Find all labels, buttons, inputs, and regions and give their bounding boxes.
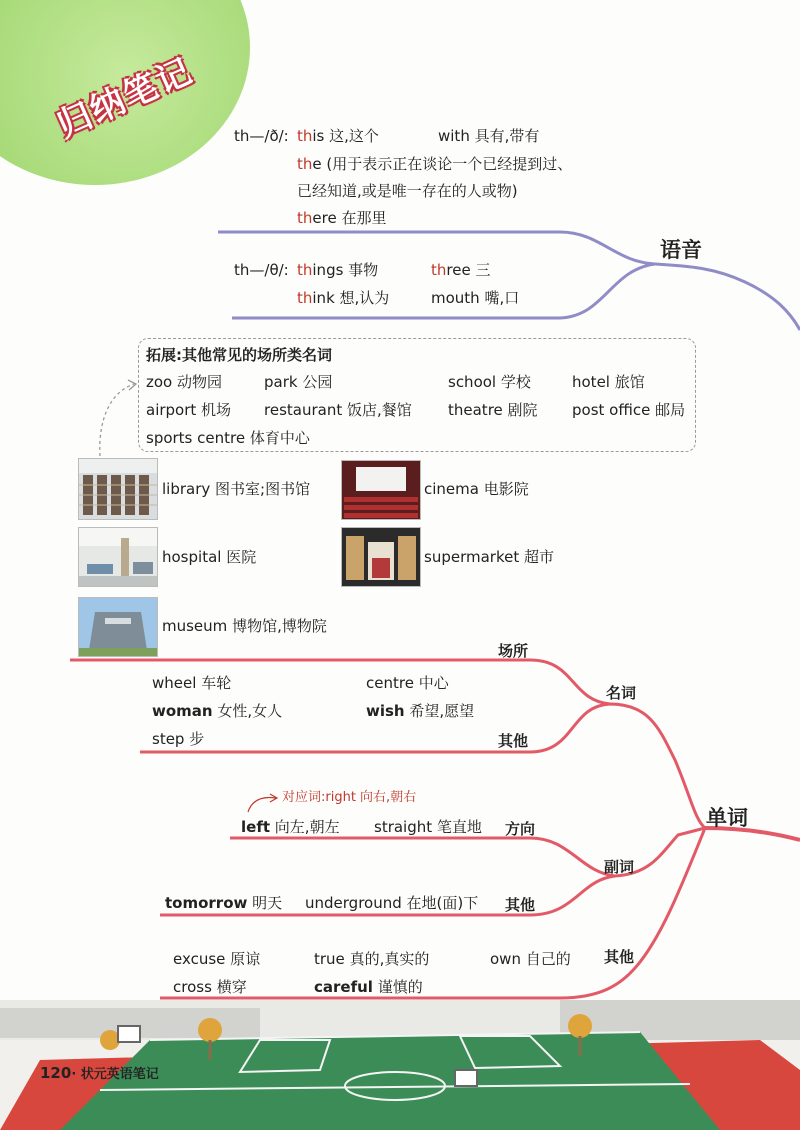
other-item: excuse 原谅	[173, 950, 261, 968]
place-item: library 图书室;图书馆	[162, 480, 311, 498]
place-item: hospital 医院	[162, 548, 257, 566]
label-nouns-other: 其他	[498, 732, 529, 750]
phonetic-item: there 在那里	[297, 209, 387, 227]
extension-item: zoo 动物园	[146, 373, 222, 391]
th-voiceless-label: th—/θ/:	[234, 261, 289, 279]
extension-item: restaurant 饭店,餐馆	[264, 401, 412, 419]
phonetic-item: the (用于表示正在谈论一个已经提到过、	[297, 155, 573, 173]
extension-item: school 学校	[448, 373, 531, 391]
label-places: 场所	[498, 642, 529, 660]
phonetic-item: things 事物	[297, 261, 379, 279]
extension-item: post office 邮局	[572, 401, 686, 419]
th-voiced-label: th—/ð/:	[234, 127, 289, 145]
library-photo	[78, 458, 158, 520]
adverb-item: underground 在地(面)下	[305, 894, 479, 912]
phonetic-item: with 具有,带有	[438, 127, 540, 145]
phonetic-item: think 想,认为	[297, 289, 390, 307]
node-words: 单词	[706, 806, 748, 830]
page-footer: 120· 状元英语笔记	[40, 1064, 159, 1082]
other-item: careful 谨慎的	[314, 978, 423, 996]
phonetic-item: three 三	[431, 261, 491, 279]
place-item: museum 博物馆,博物院	[162, 617, 327, 635]
cinema-photo	[341, 460, 421, 520]
hospital-photo	[78, 527, 158, 587]
noun-item: wish 希望,愿望	[366, 702, 475, 720]
extension-item: park 公园	[264, 373, 333, 391]
extension-title: 拓展:其他常见的场所类名词	[146, 346, 332, 364]
place-item: cinema 电影院	[424, 480, 529, 498]
supermarket-photo	[341, 527, 421, 587]
noun-item: woman 女性,女人	[152, 702, 283, 720]
noun-item: centre 中心	[366, 674, 449, 692]
node-phonetics: 语音	[660, 238, 702, 262]
place-item: supermarket 超市	[424, 548, 555, 566]
node-adverbs: 副词	[604, 858, 635, 876]
other-item: true 真的,真实的	[314, 950, 430, 968]
adverb-item: tomorrow 明天	[165, 894, 283, 912]
label-adverbs-other: 其他	[505, 896, 536, 914]
extension-item: airport 机场	[146, 401, 232, 419]
phonetic-item-continued: 已经知道,或是唯一存在的人或物)	[297, 182, 518, 200]
antonym-note: 对应词:right 向右,朝右	[282, 790, 417, 805]
museum-photo	[78, 597, 158, 657]
noun-item: step 步	[152, 730, 205, 748]
label-direction: 方向	[505, 820, 536, 838]
adverb-item: left 向左,朝左	[241, 818, 340, 836]
other-item: own 自己的	[490, 950, 571, 968]
node-others: 其他	[604, 948, 635, 966]
phonetic-item: mouth 嘴,口	[431, 289, 520, 307]
extension-item: theatre 剧院	[448, 401, 538, 419]
noun-item: wheel 车轮	[152, 674, 232, 692]
node-nouns: 名词	[606, 684, 637, 702]
extension-item: sports centre 体育中心	[146, 429, 310, 447]
adverb-item: straight 笔直地	[374, 818, 482, 836]
phonetic-item: this 这,这个	[297, 127, 379, 145]
other-item: cross 横穿	[173, 978, 247, 996]
extension-item: hotel 旅馆	[572, 373, 645, 391]
page-title: 归纳笔记	[51, 50, 200, 146]
